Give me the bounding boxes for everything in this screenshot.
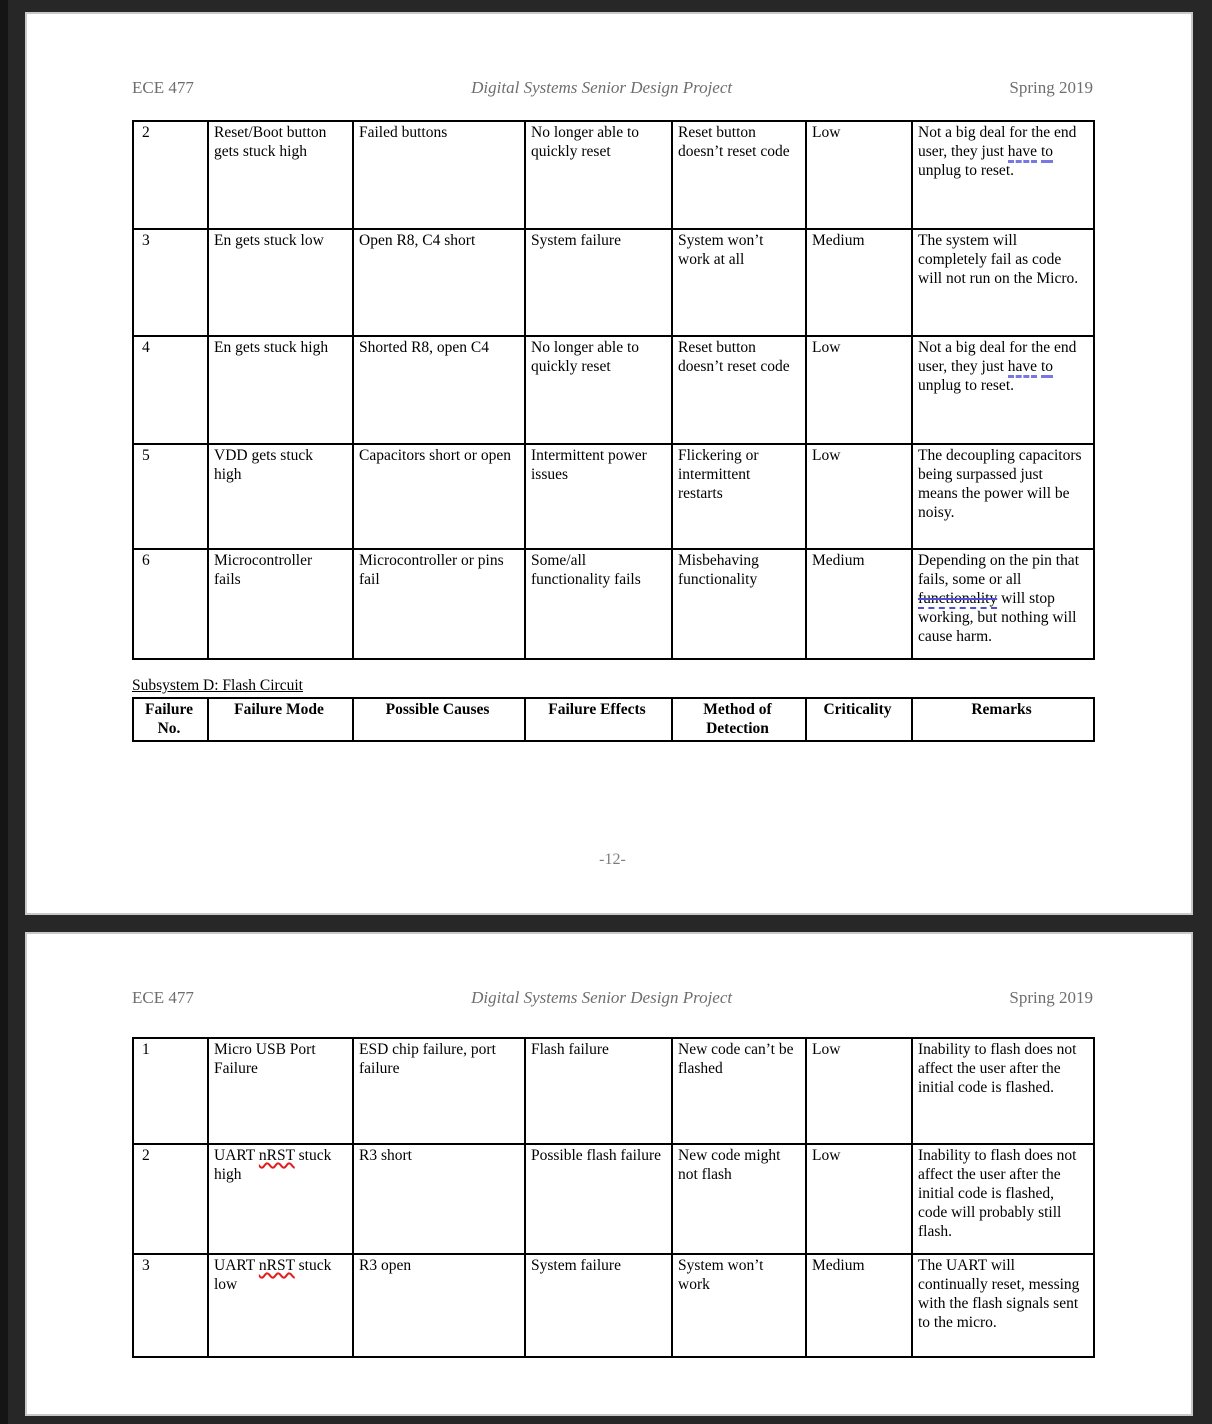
cell-possible-causes: Microcontroller or pins fail [353, 549, 525, 659]
cell-remarks: Inability to flash does not affect the user after the initial code is flashed. [912, 1038, 1094, 1144]
annotated-text-blue-dash: have [1008, 143, 1037, 163]
cell-failure-mode: En gets stuck high [208, 336, 353, 444]
cell-failure-no: 5 [133, 444, 208, 549]
table-row [133, 336, 1094, 444]
cell-failure-mode [208, 1144, 353, 1254]
cell-failure-effects: No longer able to quickly reset [525, 336, 672, 444]
cell-failure-mode: Reset/Boot button gets stuck high [208, 121, 353, 229]
header-cell-remarks: Remarks [912, 698, 1094, 741]
cell-possible-causes: Failed buttons [353, 121, 525, 229]
annotated-text-red-wavy: nRST [258, 1257, 295, 1274]
cell-remarks [912, 549, 1094, 659]
cell-method-of-detection: New code might not flash [672, 1144, 806, 1254]
text-segment: Not a big deal for the end user, they just [918, 339, 1077, 375]
cell-remarks: The decoupling capacitors being surpassed just means the power will be noisy. [912, 444, 1094, 549]
header-cell-possible-causes: Possible Causes [353, 698, 525, 741]
header-cell-failure-effects: Failure Effects [525, 698, 672, 741]
cell-possible-causes: R3 open [353, 1254, 525, 1357]
cell-remarks: Inability to flash does not affect the user after the initial code is flashed, code will probably still flash. [912, 1144, 1094, 1254]
cell-method-of-detection: Flickering or intermittent restarts [672, 444, 806, 549]
cell-failure-effects: Intermittent power issues [525, 444, 672, 549]
cell-failure-effects: Possible flash failure [525, 1144, 672, 1254]
table-row [133, 549, 1094, 659]
text-segment: will stop working, but nothing will cause harm. [918, 590, 1077, 645]
annotated-text-red-wavy: nRST [258, 1147, 295, 1164]
flash-table-rows [132, 1037, 1095, 1358]
cell-method-of-detection: Misbehaving functionality [672, 549, 806, 659]
cell-criticality: Medium [806, 549, 912, 659]
cell-possible-causes: Open R8, C4 short [353, 229, 525, 336]
flash-table-header [132, 697, 1095, 742]
cell-failure-no: 3 [133, 229, 208, 336]
table-row [133, 1254, 1094, 1357]
window-left-edge [0, 0, 8, 1424]
cell-failure-mode: Microcontroller fails [208, 549, 353, 659]
table-header-row [133, 698, 1094, 741]
page-header [132, 988, 1093, 1008]
text-segment: unplug to reset. [918, 162, 1014, 179]
page-header [132, 78, 1093, 98]
cell-remarks: The system will completely fail as code will not run on the Micro. [912, 229, 1094, 336]
header-cell-criticality: Criticality [806, 698, 912, 741]
cell-possible-causes: ESD chip failure, port failure [353, 1038, 525, 1144]
table-row [133, 1038, 1094, 1144]
cell-failure-no: 2 [133, 121, 208, 229]
cell-criticality: Medium [806, 229, 912, 336]
annotated-text-blue-dash: to [1041, 358, 1053, 378]
annotated-text-blue-dash: have [1008, 358, 1037, 378]
cell-failure-mode: VDD gets stuck high [208, 444, 353, 549]
cell-criticality: Low [806, 121, 912, 229]
page-2 [25, 932, 1193, 1416]
cell-failure-mode: Micro USB Port Failure [208, 1038, 353, 1144]
cell-remarks [912, 121, 1094, 229]
annotated-text-blue-dash: to [1041, 143, 1053, 163]
header-cell-method-of-detection: Method of Detection [672, 698, 806, 741]
cell-failure-effects: System failure [525, 1254, 672, 1357]
cell-failure-effects: Flash failure [525, 1038, 672, 1144]
cell-criticality: Medium [806, 1254, 912, 1357]
text-segment: stuck high [214, 1147, 332, 1183]
cell-method-of-detection: System won’t work [672, 1254, 806, 1357]
subsystem-heading: Subsystem D: Flash Circuit [132, 677, 303, 694]
cell-method-of-detection: Reset button doesn’t reset code [672, 121, 806, 229]
table-row [133, 1144, 1094, 1254]
header-title: Digital Systems Senior Design Project [471, 78, 733, 97]
cell-failure-mode: En gets stuck low [208, 229, 353, 336]
cell-failure-no: 4 [133, 336, 208, 444]
header-term: Spring 2019 [1009, 988, 1093, 1007]
cell-failure-effects: System failure [525, 229, 672, 336]
cell-failure-effects: No longer able to quickly reset [525, 121, 672, 229]
text-segment: unplug to reset. [918, 377, 1014, 394]
cell-method-of-detection: Reset button doesn’t reset code [672, 336, 806, 444]
cell-failure-no: 2 [133, 1144, 208, 1254]
cell-criticality: Low [806, 1038, 912, 1144]
header-course: ECE 477 [132, 78, 194, 97]
cell-failure-mode [208, 1254, 353, 1357]
header-term: Spring 2019 [1009, 78, 1093, 97]
table-row [133, 121, 1094, 229]
text-segment: Not a big deal for the end user, they just [918, 124, 1077, 160]
annotated-text-blue-strike: functionality [918, 590, 998, 607]
text-segment: UART [214, 1147, 259, 1164]
cell-criticality: Low [806, 444, 912, 549]
table-row [133, 444, 1094, 549]
cell-remarks [912, 336, 1094, 444]
cell-failure-no: 6 [133, 549, 208, 659]
cell-remarks: The UART will continually reset, messing with the flash signals sent to the micro. [912, 1254, 1094, 1357]
fmea-table-subsystem-c [132, 120, 1095, 660]
header-course: ECE 477 [132, 988, 194, 1007]
cell-failure-no: 1 [133, 1038, 208, 1144]
cell-criticality: Low [806, 336, 912, 444]
text-segment: Depending on the pin that fails, some or all [918, 552, 1079, 588]
text-segment: UART [214, 1257, 259, 1274]
header-cell-failure-mode: Failure Mode [208, 698, 353, 741]
page-1 [25, 12, 1193, 915]
cell-method-of-detection: System won’t work at all [672, 229, 806, 336]
cell-criticality: Low [806, 1144, 912, 1254]
page-number: -12- [599, 851, 626, 868]
header-cell-failure-no: Failure No. [133, 698, 208, 741]
cell-possible-causes: Capacitors short or open [353, 444, 525, 549]
table-row [133, 229, 1094, 336]
cell-possible-causes: R3 short [353, 1144, 525, 1254]
cell-possible-causes: Shorted R8, open C4 [353, 336, 525, 444]
header-title: Digital Systems Senior Design Project [471, 988, 733, 1007]
cell-failure-effects: Some/all functionality fails [525, 549, 672, 659]
text-segment: stuck low [214, 1257, 332, 1293]
cell-failure-no: 3 [133, 1254, 208, 1357]
cell-method-of-detection: New code can’t be flashed [672, 1038, 806, 1144]
